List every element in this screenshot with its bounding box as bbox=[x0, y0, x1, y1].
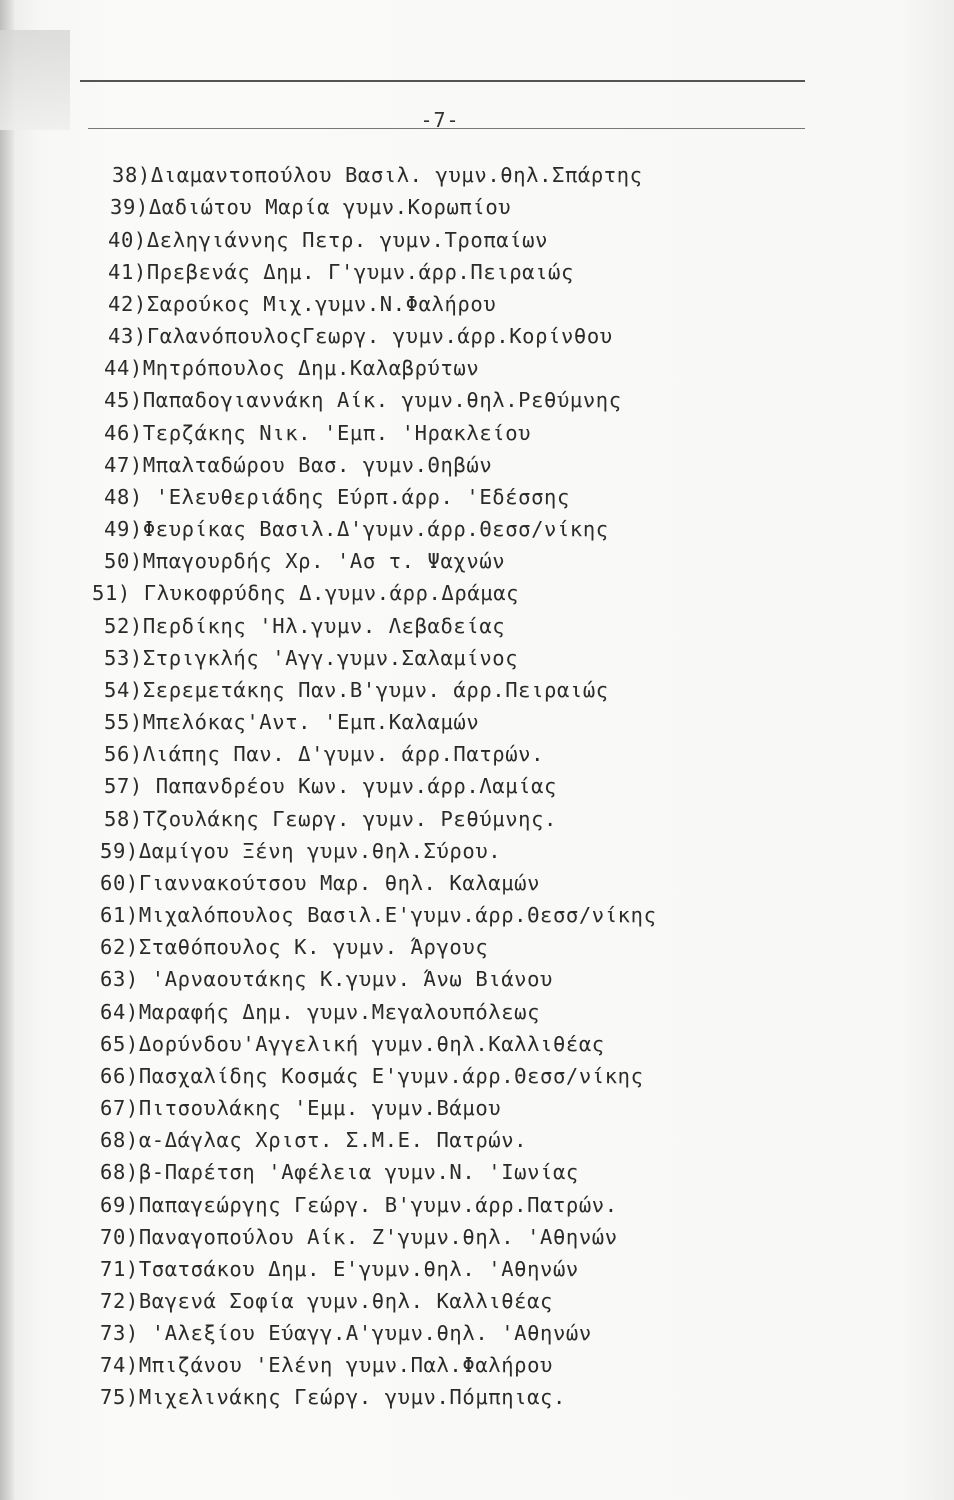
list-item: 73) 'Αλεξίου Εύαγγ.Α'γυμν.θηλ. 'Αθηνών bbox=[100, 1321, 592, 1345]
list-item: 52)Περδίκης 'Ηλ.γυμν. Λεβαδείας bbox=[104, 614, 506, 638]
list-item: 45)Παπαδογιαννάκη Αίκ. γυμν.θηλ.Ρεθύμνης bbox=[104, 388, 622, 412]
list-item: 55)Μπελόκας'Αντ. 'Εμπ.Καλαμών bbox=[104, 710, 480, 734]
list-item: 47)Μπαλταδώρου Βασ. γυμν.Θηβών bbox=[104, 453, 493, 477]
list-item: 66)Πασχαλίδης Κοσμάς Ε'γυμν.άρρ.Θεσσ/νίκης bbox=[100, 1064, 644, 1088]
list-item: 43)ΓαλανόπουλοςΓεωργ. γυμν.άρρ.Κορίνθου bbox=[108, 324, 613, 348]
list-item: 38)Διαμαντοπούλου Βασιλ. γυμν.θηλ.Σπάρτης bbox=[112, 163, 643, 187]
list-item: 39)Δαδιώτου Μαρία γυμν.Κορωπίου bbox=[110, 195, 512, 219]
list-item: 69)Παπαγεώργης Γεώργ. Β'γυμν.άρρ.Πατρών. bbox=[100, 1193, 618, 1217]
list-item: 46)Τερζάκης Νικ. 'Εμπ. 'Ηρακλείου bbox=[104, 421, 532, 445]
list-item: 68)β-Παρέτση 'Αφέλεια γυμν.Ν. 'Ιωνίας bbox=[100, 1160, 579, 1184]
list-item: 54)Σερεμετάκης Παν.Β'γυμν. άρρ.Πειραιώς bbox=[104, 678, 609, 702]
list-item: 44)Μητρόπουλος Δημ.Καλαβρύτων bbox=[104, 356, 480, 380]
list-item: 70)Παναγοπούλου Αίκ. Ζ'γυμν.θηλ. 'Αθηνών bbox=[100, 1225, 618, 1249]
list-item: 58)Τζουλάκης Γεωργ. γυμν. Ρεθύμνης. bbox=[104, 807, 557, 831]
list-item: 49)Φευρίκας Βασιλ.Δ'γυμν.άρρ.Θεσσ/νίκης bbox=[104, 517, 609, 541]
list-item: 72)Βαγενά Σοφία γυμν.θηλ. Καλλιθέας bbox=[100, 1289, 553, 1313]
list-item: 50)Μπαγουρδής Χρ. 'Ασ τ. Ψαχνών bbox=[104, 549, 506, 573]
list-item: 65)Δορύνδου'Αγγελική γυμν.θηλ.Καλλιθέας bbox=[100, 1032, 605, 1056]
list-item: 62)Σταθόπουλος Κ. γυμν. Άργους bbox=[100, 935, 489, 959]
list-item: 57) Παπανδρέου Κων. γυμν.άρρ.Λαμίας bbox=[104, 774, 557, 798]
list-item: 63) 'Αρναουτάκης Κ.γυμν. Άνω Βιάνου bbox=[100, 967, 553, 991]
page-number: -7- bbox=[420, 108, 460, 132]
list-item: 71)Τσατσάκου Δημ. Ε'γυμν.θηλ. 'Αθηνών bbox=[100, 1257, 579, 1281]
list-item: 60)Γιαννακούτσου Μαρ. θηλ. Καλαμών bbox=[100, 871, 541, 895]
list-item: 56)Λιάπης Παν. Δ'γυμν. άρρ.Πατρών. bbox=[104, 742, 545, 766]
list-item: 53)Στριγκλής 'Αγγ.γυμν.Σαλαμίνος bbox=[104, 646, 519, 670]
list-item: 41)Πρεβενάς Δημ. Γ'γυμν.άρρ.Πειραιώς bbox=[108, 260, 574, 284]
list-item: 40)Δεληγιάννης Πετρ. γυμν.Τροπαίων bbox=[108, 228, 549, 252]
list-item: 61)Μιχαλόπουλος Βασιλ.Ε'γυμν.άρρ.Θεσσ/νίκης bbox=[100, 903, 657, 927]
list-item: 59)Δαμίγου Ξένη γυμν.θηλ.Σύρου. bbox=[100, 839, 502, 863]
list-item: 74)Μπιζάνου 'Ελένη γυμν.Παλ.Φαλήρου bbox=[100, 1353, 553, 1377]
list-item: 48) 'Ελευθεριάδης Εύρπ.άρρ. 'Εδέσσης bbox=[104, 485, 570, 509]
list-item: 42)Σαρούκος Μιχ.γυμν.Ν.Φαλήρου bbox=[108, 292, 497, 316]
list-item: 51) Γλυκοφρύδης Δ.γυμν.άρρ.Δράμας bbox=[92, 581, 520, 605]
list-item: 64)Μαραφής Δημ. γυμν.Μεγαλουπόλεως bbox=[100, 1000, 541, 1024]
list-item: 75)Μιχελινάκης Γεώργ. γυμν.Πόμπηιας. bbox=[100, 1385, 566, 1409]
list-item: 68)α-Δάγλας Χριστ. Σ.Μ.Ε. Πατρών. bbox=[100, 1128, 528, 1152]
list-item: 67)Πιτσουλάκης 'Εμμ. γυμν.Βάμου bbox=[100, 1096, 502, 1120]
